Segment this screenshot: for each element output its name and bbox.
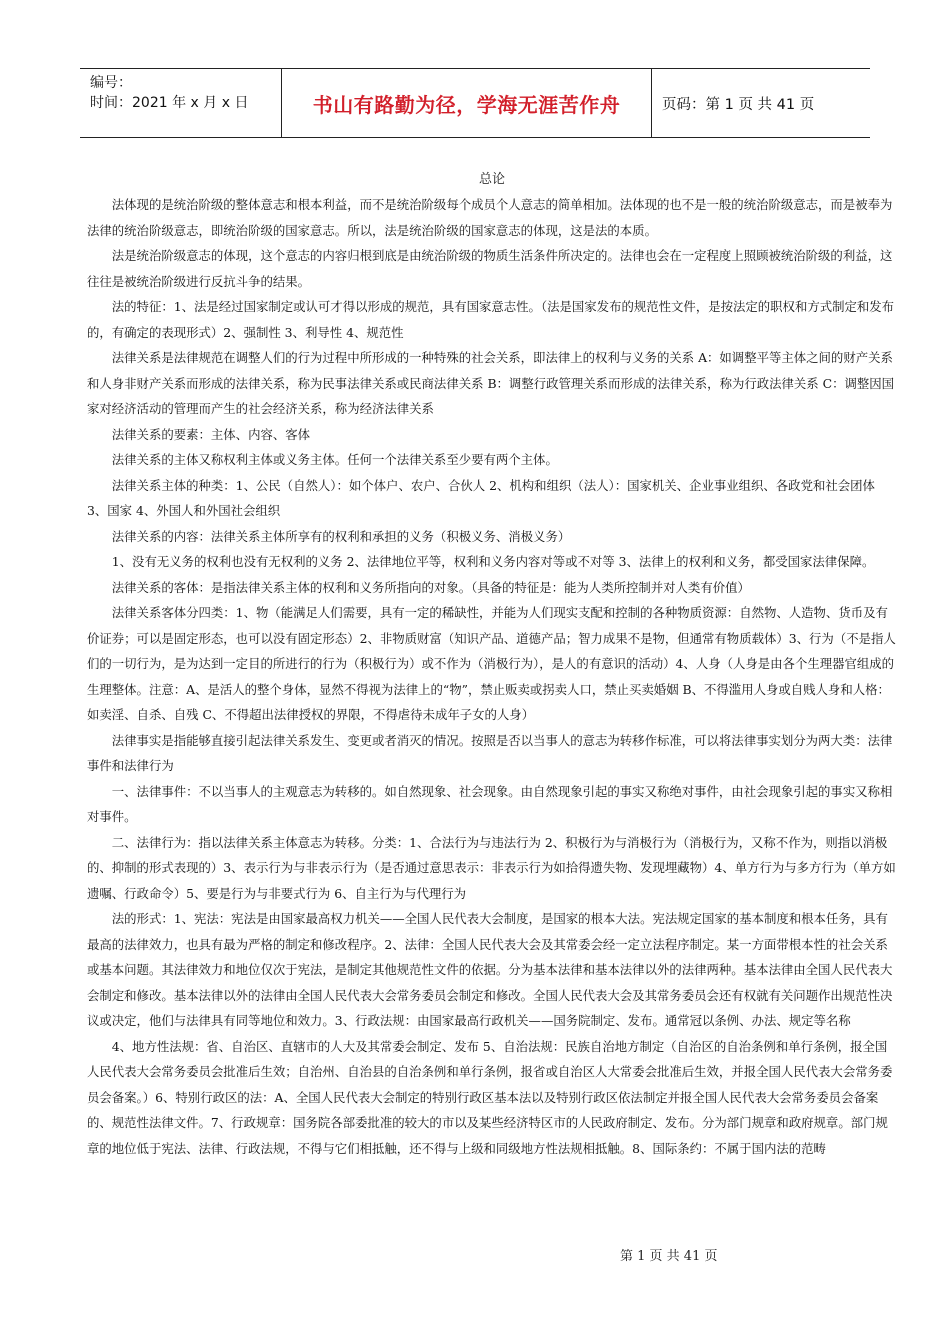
paragraph: 法的特征：1、法是经过国家制定或认可才得以形成的规范，具有国家意志性。（法是国家发布的规范性文件，是按法定的职权和方式制定和发布的，有确定的表现形式）2、强制性 3、利导性 4、规范性: [87, 299, 895, 340]
paragraph: 法是统治阶级意志的体现，这个意志的内容归根到底是由统治阶级的物质生活条件所决定的。法律也会在一定程度上照顾被统治阶级的利益，这往往是被统治阶级进行反抗斗争的结果。: [87, 248, 893, 289]
paragraph: 二、法律行为：指以法律关系主体意志为转移。分类：1、合法行为与违法行为 2、积极行为与消极行为（消极行为，又称不作为，则指以消极的、抑制的形式表现的）3、表示行为与非表示行为（是否通过意思表示：非表示行为如拾得遗失物、发现埋藏物）4、单方行为与多方行为（单方如遗嘱、行政命令）5、要是行为与非要式行为 6、自主行为与代理行为: [87, 834, 896, 901]
number-label: 编号：: [90, 75, 132, 91]
header-meta: [80, 69, 282, 137]
paragraph: 法律事实是指能够直接引起法律关系发生、变更或者消灭的情况。按照是否以当事人的意志为转移作标准，可以将法律事实划分为两大类：法律事件和法律行为: [87, 732, 893, 773]
time-label: 时间：2021 年 x 月 x 日: [90, 95, 249, 111]
paragraph: 一、法律事件：不以当事人的主观意志为转移的。如自然现象、社会现象。由自然现象引起的事实又称绝对事件，由社会现象引起的事实又称相对事件。: [87, 783, 893, 824]
paragraph: 法律关系的要素：主体、内容、客体: [87, 426, 311, 442]
header-motto-cell: [282, 69, 652, 137]
document-body: [87, 168, 897, 1161]
paragraph: 法的形式：1、宪法：宪法是由国家最高权力机关——全国人民代表大会制度，是国家的根本大法。宪法规定国家的基本制度和根本任务，具有最高的法律效力，也具有最为严格的制定和修改程序。2、法律：全国人民代表大会及其常委会经一定立法程序制定。某一方面带根本性的社会关系或基本问题。其法律效力和地位仅次于宪法，是制定其他规范性文件的依据。分为基本法律和基本法律以外的法律两种。基本法律由全国人民代表大会制定和修改。基本法律以外的法律由全国人民代表大会常务委员会制定和修改。全国人民代表大会及其常务委员会还有权就有关问题作出规范性决议或决定，他们与法律具有同等地位和效力。3、行政法规：由国家最高行政机关——国务院制定、发布。通常冠以条例、办法、规定等名称: [87, 911, 893, 1028]
document-header: [80, 68, 870, 138]
paragraph: 法体现的是统治阶级的整体意志和根本利益，而不是统治阶级每个成员个人意志的简单相加。法体现的也不是一般的统治阶级意志，而是被奉为法律的统治阶级意志，即统治阶级的国家意志。所以，法是统治阶级的国家意志的体现，这是法的本质。: [87, 197, 893, 238]
paragraph: 1、没有无义务的权利也没有无权利的义务 2、法律地位平等，权利和义务内容对等或不对等 3、法律上的权利和义务，都受国家法律保障。: [87, 554, 875, 569]
header-page-cell: [652, 69, 870, 137]
section-title: 总论: [478, 172, 505, 187]
page-info: 页码：第 1 页 共 41 页: [662, 96, 815, 113]
paragraph: 法律关系的客体：是指法律关系主体的权利和义务所指向的对象。（具备的特征是：能为人类所控制并对人类有价值）: [87, 579, 750, 595]
paragraph: 法律关系主体的种类：1、公民（自然人）：如个体户、农户、合伙人 2、机构和组织（法人）：国家机关、企业事业组织、各政党和社会团体 3、国家 4、外国人和外国社会组织: [87, 477, 875, 518]
page-footer: 第 1 页 共 41 页: [620, 1249, 718, 1264]
paragraph: 法律关系的内容：法律关系主体所享有的权利和承担的义务（积极义务、消极义务）: [87, 528, 571, 544]
paragraph: 法律关系是法律规范在调整人们的行为过程中所形成的一种特殊的社会关系，即法律上的权利与义务的关系 A：如调整平等主体之间的财产关系和人身非财产关系而形成的法律关系，称为民事法律关系或民商法律关系 B：调整行政管理关系而形成的法律关系，称为行政法律关系 C：调整因国家对经济活动的管理而产生的社会经济关系，称为经济法律关系: [87, 350, 895, 416]
paragraph: 法律关系客体分四类：1、物（能满足人们需要，具有一定的稀缺性，并能为人们现实支配和控制的各种物质资源：自然物、人造物、货币及有价证券；可以是固定形态，也可以没有固定形态）2、非物质财富（知识产品、道德产品；智力成果不是物，但通常有物质载体）3、行为（不是指人们的一切行为，是为达到一定目的所进行的行为（积极行为）或不作为（消极行为），是人的有意识的活动）4、人身（人身是由各个生理器官组成的生理整体。注意：A、是活人的整个身体，显然不得视为法律上的“物”，禁止贩卖或拐卖人口，禁止买卖婚姻 B、不得滥用人身或自贱人身和人格：如卖淫、自杀、自残 C、不得超出法律授权的界限，不得虐待未成年子女的人身）: [87, 605, 896, 722]
paragraph: 4、地方性法规：省、自治区、直辖市的人大及其常委会制定、发布 5、自治法规：民族自治地方制定（自治区的自治条例和单行条例，报全国人民代表大会常务委员会批准后生效；自治州、自治县的自治条例和单行条例，报省或自治区人大常委会批准后生效，并报全国人民代表大会常务委员会备案。）6、特别行政区的法：A、全国人民代表大会制定的特别行政区基本法以及特别行政区依法制定并报全国人民代表大会常务委员会备案的、规范性法律文件。7、行政规章：国务院各部委批准的较大的市以及某些经济特区市的人民政府制定、发布。分为部门规章和政府规章。部门规章的地位低于宪法、法律、行政法规，不得与它们相抵触，还不得与上级和同级地方性法规相抵触。8、国际条约：不属于国内法的范畴: [87, 1038, 893, 1156]
paragraph: 法律关系的主体又称权利主体或义务主体。任何一个法律关系至少要有两个主体。: [87, 452, 558, 467]
motto: 书山有路勤为径，学海无涯苦作舟: [312, 92, 621, 117]
